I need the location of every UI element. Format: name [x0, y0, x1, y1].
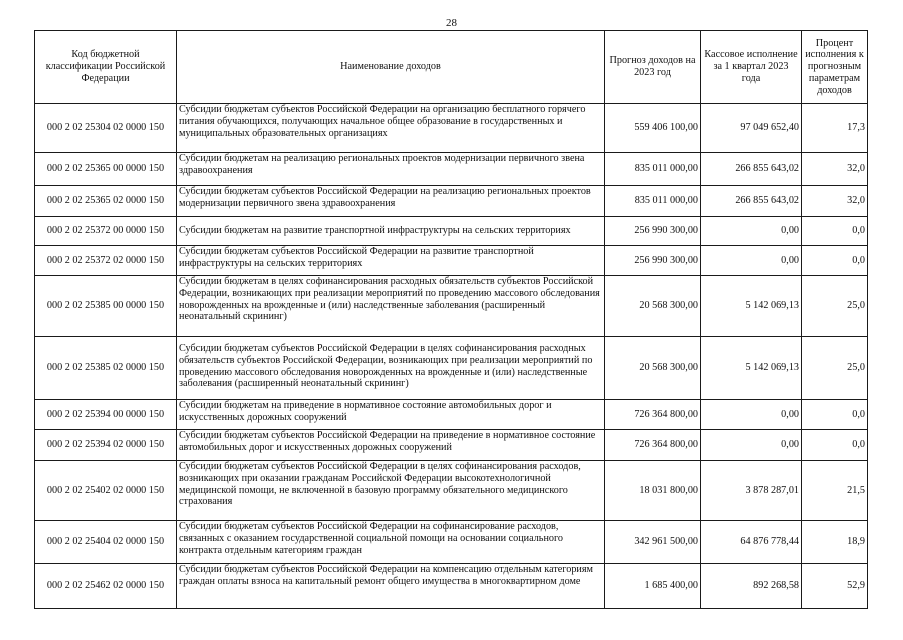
- row-forecast: 835 011 000,00: [605, 153, 701, 186]
- row-name: Субсидии бюджетам на развитие транспортной инфраструктуры на сельских территориях: [177, 217, 605, 246]
- table-row: [35, 337, 868, 400]
- table-row: [35, 246, 868, 276]
- header-cash: Кассовое исполнение за 1 квартал 2023 года: [701, 31, 802, 104]
- row-name: Субсидии бюджетам субъектов Российской Федерации на компенсацию отдельным категориям граждан оплаты взноса на капитальный ремонт общего имущества в многоквартирном доме: [177, 564, 605, 609]
- row-percent: 0,0: [802, 430, 868, 461]
- table-row: [35, 430, 868, 461]
- table-row: [35, 186, 868, 217]
- header-percent: Процент исполнения к прогнозным параметрам доходов: [802, 31, 868, 104]
- table-row: [35, 521, 868, 564]
- row-name: Субсидии бюджетам субъектов Российской Федерации в целях софинансирования расходов, возникающих при оказании гражданам Российской Федерации высокотехнологичной медицинской помощи, не включенной в базовую программу обязательного медицинского страхования: [177, 461, 605, 521]
- row-code: 000 2 02 25365 00 0000 150: [35, 153, 177, 186]
- row-cash: 892 268,58: [701, 564, 802, 609]
- row-forecast: 256 990 300,00: [605, 217, 701, 246]
- row-code: 000 2 02 25304 02 0000 150: [35, 104, 177, 153]
- row-forecast: 835 011 000,00: [605, 186, 701, 217]
- row-code: 000 2 02 25394 02 0000 150: [35, 430, 177, 461]
- row-percent: 17,3: [802, 104, 868, 153]
- row-code: 000 2 02 25365 02 0000 150: [35, 186, 177, 217]
- table-row: [35, 564, 868, 609]
- row-forecast: 726 364 800,00: [605, 400, 701, 430]
- row-percent: 32,0: [802, 186, 868, 217]
- row-name: Субсидии бюджетам субъектов Российской Федерации на приведение в нормативное состояние автомобильных дорог и искусственных дорожных сооружений: [177, 430, 605, 461]
- table-header-row: [35, 31, 868, 104]
- row-name: Субсидии бюджетам на реализацию региональных проектов модернизации первичного звена здравоохранения: [177, 153, 605, 186]
- table-row: [35, 276, 868, 337]
- row-cash: 5 142 069,13: [701, 337, 802, 400]
- row-percent: 25,0: [802, 276, 868, 337]
- revenue-table: [34, 30, 868, 609]
- row-code: 000 2 02 25402 02 0000 150: [35, 461, 177, 521]
- table-row: [35, 104, 868, 153]
- header-name: Наименование доходов: [177, 31, 605, 104]
- table-row: [35, 153, 868, 186]
- row-percent: 32,0: [802, 153, 868, 186]
- row-name: Субсидии бюджетам субъектов Российской Федерации на организацию бесплатного горячего питания обучающихся, получающих начальное общее образование в государственных и муниципальных образовательных организациях: [177, 104, 605, 153]
- row-code: 000 2 02 25394 00 0000 150: [35, 400, 177, 430]
- header-forecast: Прогноз доходов на 2023 год: [605, 31, 701, 104]
- page-number: 28: [446, 17, 457, 29]
- row-name: Субсидии бюджетам субъектов Российской Федерации на софинансирование расходов, связанных с оказанием государственной социальной помощи на основании социального контракта отдельным категориям граждан: [177, 521, 605, 564]
- row-cash: 0,00: [701, 400, 802, 430]
- row-forecast: 18 031 800,00: [605, 461, 701, 521]
- row-cash: 0,00: [701, 246, 802, 276]
- row-cash: 0,00: [701, 430, 802, 461]
- row-code: 000 2 02 25372 00 0000 150: [35, 217, 177, 246]
- row-forecast: 20 568 300,00: [605, 337, 701, 400]
- row-percent: 52,9: [802, 564, 868, 609]
- row-cash: 266 855 643,02: [701, 153, 802, 186]
- row-cash: 3 878 287,01: [701, 461, 802, 521]
- row-code: 000 2 02 25404 02 0000 150: [35, 521, 177, 564]
- table-row: [35, 400, 868, 430]
- row-code: 000 2 02 25385 02 0000 150: [35, 337, 177, 400]
- row-code: 000 2 02 25462 02 0000 150: [35, 564, 177, 609]
- row-forecast: 726 364 800,00: [605, 430, 701, 461]
- row-name: Субсидии бюджетам субъектов Российской Федерации на развитие транспортной инфраструктуры на сельских территориях: [177, 246, 605, 276]
- row-name: Субсидии бюджетам субъектов Российской Федерации в целях софинансирования расходных обязательств субъектов Российской Федерации, возникающих при реализации мероприятий по проведению массового обследования новорожденных на врожденные и (или) наследственные заболевания (расширенный неонатальный скрининг): [177, 337, 605, 400]
- header-code: Код бюджетной классификации Российской Федерации: [35, 31, 177, 104]
- row-cash: 266 855 643,02: [701, 186, 802, 217]
- row-percent: 0,0: [802, 246, 868, 276]
- row-forecast: 559 406 100,00: [605, 104, 701, 153]
- row-name: Субсидии бюджетам в целях софинансирования расходных обязательств субъектов Российской Федерации, возникающих при реализации мероприятий по проведению массового обследования новорожденных на врожденные и (или) наследственные заболевания (расширенный неонатальный скрининг): [177, 276, 605, 337]
- row-code: 000 2 02 25372 02 0000 150: [35, 246, 177, 276]
- row-cash: 97 049 652,40: [701, 104, 802, 153]
- row-forecast: 256 990 300,00: [605, 246, 701, 276]
- row-percent: 21,5: [802, 461, 868, 521]
- row-cash: 5 142 069,13: [701, 276, 802, 337]
- row-forecast: 342 961 500,00: [605, 521, 701, 564]
- row-name: Субсидии бюджетам на приведение в нормативное состояние автомобильных дорог и искусственных дорожных сооружений: [177, 400, 605, 430]
- row-code: 000 2 02 25385 00 0000 150: [35, 276, 177, 337]
- row-percent: 25,0: [802, 337, 868, 400]
- row-percent: 0,0: [802, 217, 868, 246]
- row-percent: 0,0: [802, 400, 868, 430]
- table-row: [35, 461, 868, 521]
- row-forecast: 20 568 300,00: [605, 276, 701, 337]
- row-percent: 18,9: [802, 521, 868, 564]
- table-row: [35, 217, 868, 246]
- row-forecast: 1 685 400,00: [605, 564, 701, 609]
- row-cash: 64 876 778,44: [701, 521, 802, 564]
- row-cash: 0,00: [701, 217, 802, 246]
- row-name: Субсидии бюджетам субъектов Российской Федерации на реализацию региональных проектов модернизации первичного звена здравоохранения: [177, 186, 605, 217]
